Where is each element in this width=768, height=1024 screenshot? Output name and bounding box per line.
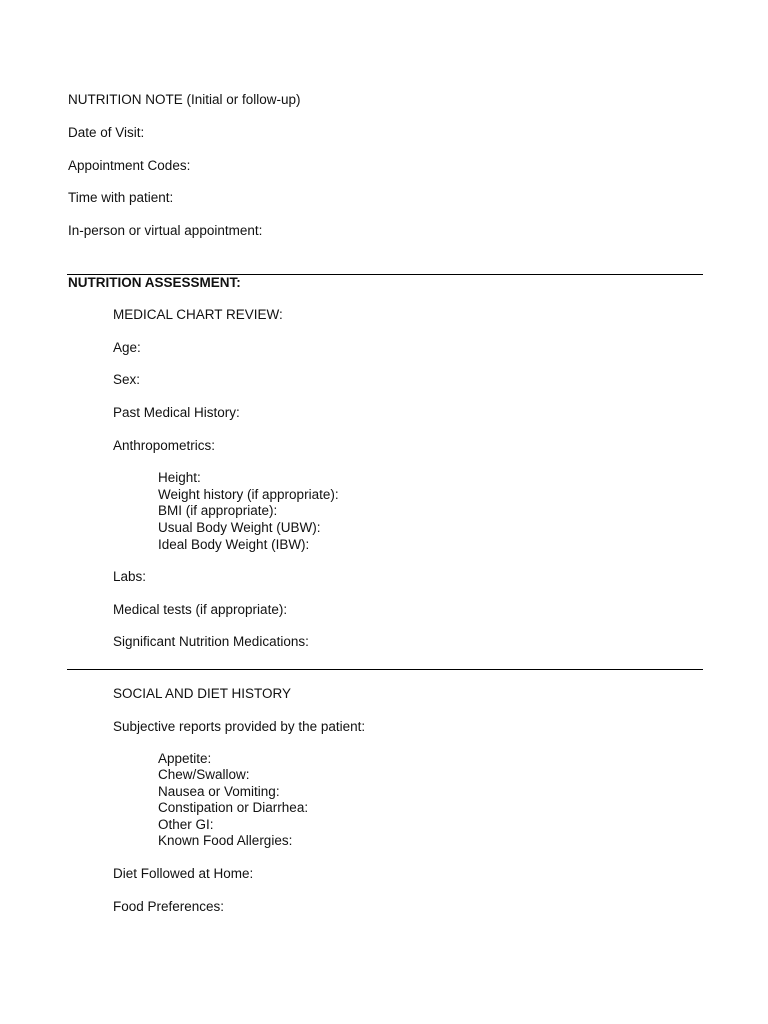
food-allergies-label: Known Food Allergies: (158, 833, 293, 848)
section-divider-middle (67, 669, 703, 670)
medical-chart-review-heading: MEDICAL CHART REVIEW: (113, 307, 283, 322)
height-label: Height: (158, 470, 201, 485)
diet-at-home-label: Diet Followed at Home: (113, 866, 254, 881)
subjective-reports-heading: Subjective reports provided by the patient: (113, 719, 366, 734)
appointment-type-label: In-person or virtual appointment: (68, 223, 263, 238)
date-of-visit-label: Date of Visit: (68, 125, 145, 140)
appointment-codes-label: Appointment Codes: (68, 158, 191, 173)
food-preferences-label: Food Preferences: (113, 899, 225, 914)
nausea-vomiting-label: Nausea or Vomiting: (158, 784, 280, 799)
appetite-label: Appetite: (158, 751, 212, 766)
chew-swallow-label: Chew/Swallow: (158, 767, 250, 782)
sex-label: Sex: (113, 372, 141, 387)
medical-tests-label: Medical tests (if appropriate): (113, 602, 288, 617)
labs-label: Labs: (113, 569, 147, 584)
weight-history-label: Weight history (if appropriate): (158, 487, 339, 502)
nutrition-medications-label: Significant Nutrition Medications: (113, 634, 309, 649)
document-title: NUTRITION NOTE (Initial or follow-up) (68, 92, 301, 107)
nutrition-assessment-heading: NUTRITION ASSESSMENT: (68, 275, 241, 290)
bmi-label: BMI (if appropriate): (158, 503, 278, 518)
ideal-body-weight-label: Ideal Body Weight (IBW): (158, 537, 310, 552)
other-gi-label: Other GI: (158, 817, 214, 832)
social-diet-history-heading: SOCIAL AND DIET HISTORY (113, 686, 292, 701)
anthropometrics-heading: Anthropometrics: (113, 438, 216, 453)
time-with-patient-label: Time with patient: (68, 190, 174, 205)
age-label: Age: (113, 340, 141, 355)
usual-body-weight-label: Usual Body Weight (UBW): (158, 520, 321, 535)
past-medical-history-label: Past Medical History: (113, 405, 240, 420)
constipation-diarrhea-label: Constipation or Diarrhea: (158, 800, 309, 815)
